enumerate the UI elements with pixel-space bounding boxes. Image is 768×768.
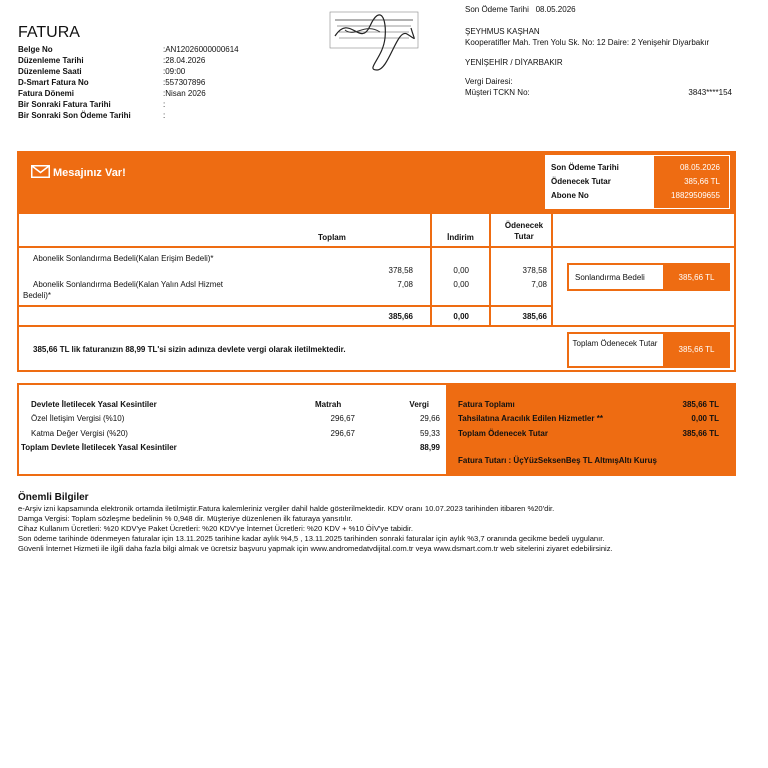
col-header-payable: Ödenecek Tutar: [504, 221, 544, 241]
tckn-value: 3843****154: [688, 88, 732, 97]
item-payable: 7,08: [531, 280, 547, 289]
field-label: D-Smart Fatura No: [18, 78, 89, 87]
tax-base: 296,67: [330, 414, 355, 423]
row-divider: [17, 305, 552, 307]
total-payable-label: Toplam Ödenecek Tutar: [572, 339, 658, 348]
due-date-value: 08.05.2026: [535, 5, 576, 14]
message-link[interactable]: Mesajınız Var!: [53, 167, 126, 179]
totals-value: 0,00 TL: [691, 414, 719, 423]
col-header-total: Toplam: [318, 233, 346, 242]
customer-name: ŞEYHMUS KAŞHAN: [465, 27, 540, 36]
info-line: Damga Vergisi: Toplam sözleşme bedelinin % 0,948 dir. Müşteriye düzenlenen ilk faturaya yansıtılır.: [18, 514, 353, 523]
summary-label: Son Ödeme Tarihi: [551, 163, 619, 172]
termination-fee-value: 385,66 TL: [678, 273, 715, 282]
tax-value: 29,66: [419, 414, 440, 423]
summary-label: Abone No: [551, 191, 589, 200]
customer-block: [465, 4, 760, 98]
customer-address: Kooperatifler Mah. Tren Yolu Sk. No: 12 Daire: 2 Yenişehir Diyarbakır: [465, 38, 710, 47]
totals-label: Tahsilatına Aracılık Edilen Hizmetler **: [458, 414, 603, 423]
sum-discount: 0,00: [453, 312, 469, 321]
field-value: :09:00: [163, 67, 186, 76]
invoice-title: FATURA: [18, 24, 80, 41]
summary-value: 18829509655: [671, 191, 720, 200]
col-header-base: Matrah: [315, 400, 342, 409]
field-label: Bir Sonraki Fatura Tarihi: [18, 100, 111, 109]
termination-fee-label: Sonlandırma Bedeli: [575, 273, 645, 282]
col-header-tax: Vergi: [409, 400, 429, 409]
item-discount: 0,00: [453, 280, 469, 289]
tax-office: Vergi Dairesi:: [465, 77, 513, 86]
col-header-discount: İndirim: [447, 233, 474, 242]
row-divider: [17, 325, 736, 327]
field-label: Düzenleme Saati: [18, 67, 82, 76]
tax-value: 59,33: [419, 429, 440, 438]
sum-payable: 385,66: [522, 312, 547, 321]
info-line: e-Arşiv izni kapsamında elektronik ortamda iletilmiştir.Fatura kalemleriniz vergiler dahil halde gösterilmektedir. KDV oranı 10.07.2023 tarihinden itibaren %20'dir.: [18, 504, 555, 513]
item-payable: 378,58: [522, 266, 547, 275]
field-value: :28.04.2026: [163, 56, 206, 65]
item-desc: Abonelik Sonlandırma Bedeli(Kalan Yalın Adsl Hizmet Bedeli)*: [23, 280, 224, 300]
field-value: :: [163, 111, 166, 120]
info-line: Cihaz Kullanım Ücretleri: %20 KDV'ye Paket Ücretleri: %20 KDV'ye İnternet Ücretleri: %20 KDV + %10 ÖİV'ye tabidir.: [18, 524, 413, 533]
summary-labels: [551, 162, 651, 204]
item-desc: Abonelik Sonlandırma Bedeli(Kalan Erişim Bedeli)*: [33, 254, 214, 263]
header-fields: [18, 44, 278, 121]
totals-value: 385,66 TL: [682, 429, 719, 438]
tax-note: 385,66 TL lik faturanızın 88,99 TL'si sizin adınıza devlete vergi olarak iletilmektedir.: [33, 345, 346, 354]
envelope-icon: [31, 165, 50, 183]
amount-in-words: Fatura Tutarı : ÜçYüzSeksenBeş TL AltmışAltı Kuruş: [458, 456, 658, 465]
field-value: :: [163, 100, 166, 109]
taxes-title: Devlete İletilecek Yasal Kesintiler: [31, 400, 157, 409]
item-discount: 0,00: [453, 266, 469, 275]
field-label: Bir Sonraki Son Ödeme Tarihi: [18, 111, 131, 120]
summary-value: 385,66 TL: [684, 177, 720, 186]
item-total: 378,58: [388, 266, 413, 275]
totals-value: 385,66 TL: [682, 400, 719, 409]
summary-values: [654, 162, 720, 204]
company-stamp: [325, 8, 425, 74]
tckn-label: Müşteri TCKN No:: [465, 88, 530, 97]
total-payable-value: 385,66 TL: [678, 345, 715, 354]
field-label: Belge No: [18, 45, 53, 54]
row-divider: [17, 246, 736, 248]
info-line: Son ödeme tarihinde ödenmeyen faturalar için 13.11.2025 tarihine kadar aylık %4,5 , 13.11.2025 tarihinden sonraki faturalar için aylık %3,7 oranında gecikme bedeli uygulanır.: [18, 534, 605, 543]
info-title: Önemli Bilgiler: [18, 492, 89, 503]
info-lines: [18, 504, 758, 554]
totals-label: Fatura Toplamı: [458, 400, 515, 409]
col-divider: [551, 212, 553, 326]
due-date-label: Son Ödeme Tarihi: [465, 5, 529, 14]
field-value: :557307896: [163, 78, 206, 87]
sum-total: 385,66: [388, 312, 413, 321]
item-total: 7,08: [397, 280, 413, 289]
field-label: Fatura Dönemi: [18, 89, 75, 98]
info-line: Güvenli İnternet Hizmeti ile ilgili daha fazla bilgi almak ve ücretsiz başvuru yapmak için www.andromedatvdijital.com.tr veya www.dsmart.com.tr web sitelerini ziyaret edebilirsiniz.: [18, 544, 613, 553]
field-label: Düzenleme Tarihi: [18, 56, 84, 65]
tax-name: Özel İletişim Vergisi (%10): [31, 414, 125, 423]
field-value: :Nisan 2026: [163, 89, 206, 98]
taxes-total-value: 88,99: [419, 443, 440, 452]
taxes-total-label: Toplam Devlete İletilecek Yasal Kesintiler: [21, 443, 177, 452]
customer-city: YENİŞEHİR / DİYARBAKIR: [465, 58, 563, 67]
field-value: :AN12026000000614: [163, 45, 239, 54]
totals-label: Toplam Ödenecek Tutar: [458, 429, 548, 438]
summary-value: 08.05.2026: [679, 163, 720, 172]
summary-label: Ödenecek Tutar: [551, 177, 611, 186]
tax-base: 296,67: [330, 429, 355, 438]
tax-name: Katma Değer Vergisi (%20): [31, 429, 128, 438]
